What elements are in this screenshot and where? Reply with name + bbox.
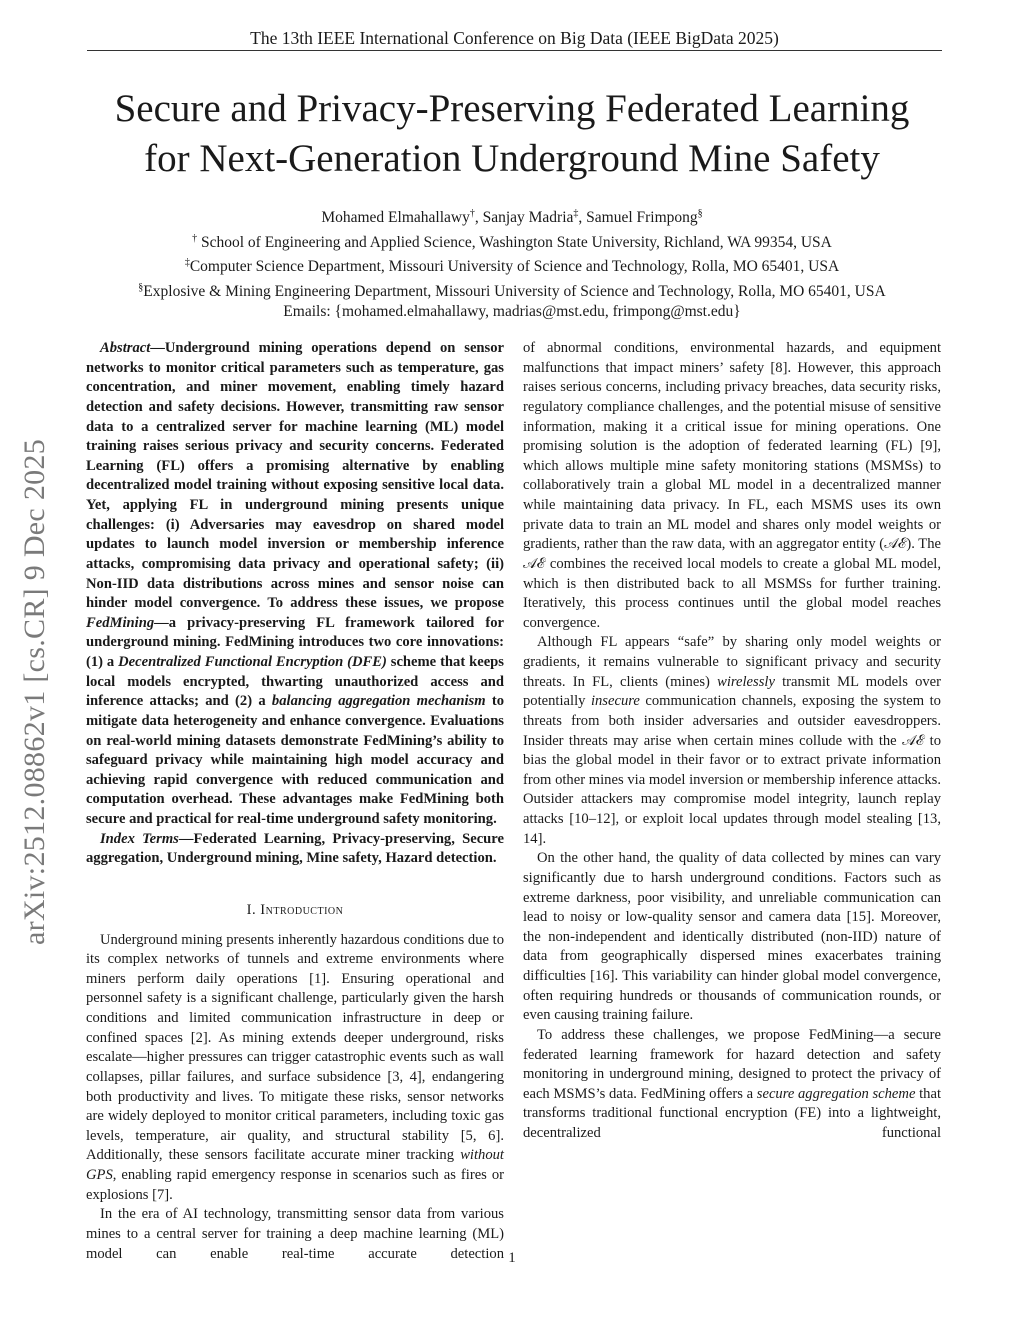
author-mark: § bbox=[697, 208, 703, 219]
author-block bbox=[40, 204, 984, 323]
author-name: Samuel Frimpong bbox=[586, 209, 698, 227]
author-name: Mohamed Elmahallawy bbox=[321, 209, 470, 227]
section-heading: I. Introduction bbox=[246, 901, 344, 918]
affiliation bbox=[40, 229, 984, 254]
text-run: To address these challenges, we propose FedMining—a secure federated learning framework for hazard detection and safety monitoring in underground mining, designed to protect the privacy of each MSMS’s data. FedMining offers a bbox=[523, 1026, 941, 1102]
author-mark: ‡ bbox=[573, 208, 579, 219]
affiliation-mark: § bbox=[138, 281, 144, 293]
italic-text: wirelessly bbox=[717, 673, 775, 690]
left-column bbox=[86, 339, 504, 1264]
body-paragraph bbox=[523, 633, 941, 849]
text-run: that transforms traditional functional encryption (FE) into a lightweight, decentralized functional bbox=[523, 1085, 941, 1141]
paper-title bbox=[40, 84, 984, 184]
text-run: —Underground mining operations depend on sensor networks to monitor critical parameters such as temperature, gas concentration, and miner movement, enabling timely hazard detection and safety decisions. However, transmitting raw sensor data to a centralized server for machine learning (ML) model training raises serious privacy and security concerns. Federated Learning (FL) offers a promising alternative by enabling decentralized model training without exposing sensitive local data. Yet, applying FL in underground mining presents unique challenges: (i) Adversaries may eavesdrop on shared model updates to launch model inversion or membership inference attacks, compromising data privacy and operational safety; (ii) Non-IID data distributions across mines and sensor noise can hinder model convergence. To address these issues, we propose bbox=[86, 340, 504, 612]
text-run: to bias the global model in their favor or to extract private information from other mines via model inversion or membership inference attacks. Outsider attackers may compromise model integrity, launch replay attacks [10–12], or exploit local updates through model stealing [13, 14]. bbox=[523, 732, 942, 847]
italic-text: Decentralized Functional Encryption (DFE) bbox=[118, 654, 387, 670]
affiliation bbox=[40, 278, 984, 303]
title-line-1: Secure and Privacy-Preserving Federated Learning bbox=[114, 87, 910, 130]
author-names: Mohamed Elmahallawy†, Sanjay Madria‡, Samuel Frimpong§ bbox=[321, 208, 703, 227]
abstract bbox=[86, 339, 504, 830]
affiliation-text: Explosive & Mining Engineering Department, Missouri University of Science and Technology, Rolla, MO 65401, USA bbox=[143, 282, 886, 300]
text-run: ). The bbox=[906, 536, 941, 553]
text-run: —a privacy-preserving FL framework tailored for underground mining. FedMining introduces two core innovations: (1) a bbox=[86, 614, 504, 670]
page-number: 1 bbox=[508, 1250, 516, 1266]
body-paragraph bbox=[86, 931, 504, 1206]
author-name: Sanjay Madria bbox=[482, 209, 574, 227]
right-column bbox=[523, 339, 941, 1144]
author-mark: † bbox=[469, 208, 475, 219]
author-emails: Emails: {mohamed.elmahallawy, madrias@mst.edu, frimpong@mst.edu} bbox=[283, 303, 741, 321]
italic-text: Index Terms bbox=[100, 830, 179, 847]
text-run: 𝒜ℰ bbox=[523, 555, 546, 572]
text-run: 𝒜ℰ bbox=[884, 536, 907, 553]
affiliation bbox=[40, 253, 984, 278]
affiliation-text: School of Engineering and Applied Science, Washington State University, Richland, WA 99354, USA bbox=[197, 233, 832, 251]
text-run: transmit ML models over potentially bbox=[523, 673, 942, 710]
italic-text: FedMining bbox=[86, 614, 155, 631]
text-run: In the era of AI technology, transmitting sensor data from various mines to a central server for training a deep machine learning (ML) model can enable real-time accurate detection bbox=[86, 1206, 504, 1262]
arxiv-stamp: arXiv:2512.08862v1 [cs.CR] 9 Dec 2025 bbox=[18, 438, 51, 945]
affiliation-text: Computer Science Department, Missouri University of Science and Technology, Rolla, MO 65401, USA bbox=[189, 258, 840, 276]
italic-text: secure aggregation scheme bbox=[756, 1085, 916, 1102]
index-terms bbox=[86, 830, 504, 869]
running-header: The 13th IEEE International Conference on Big Data (IEEE BigData 2025) bbox=[250, 28, 779, 48]
text-run: combines the received local models to create a global ML model, which is then distributed back to all MSMSs for further training. Iteratively, this process continues until the global model reaches convergence. bbox=[523, 555, 941, 631]
affiliation-mark: ‡ bbox=[184, 257, 190, 269]
text-run: to mitigate data heterogeneity and enhance convergence. Evaluations on real-world mining datasets demonstrate FedMining’s ability to safeguard privacy while maintaining high model accuracy and achieving rapid convergence with reduced communication and computation overhead. These advantages make FedMining both secure and practical for real-time underground safety monitoring. bbox=[86, 693, 504, 827]
header-rule bbox=[87, 50, 942, 51]
text-run: On the other hand, the quality of data collected by mines can vary significantly due to harsh underground conditions. Factors such as extreme darkness, poor visibility, and unreliable communication can lead to noisy or low-quality sensor and camera data [15]. Moreover, the non-independent and identically distributed (non-IID) nature of data from geographically dispersed mines exacerbates training difficulties [16]. This variability can hinder global model convergence, often requiring hundreds or thousands of communication rounds, or even causing training failure. bbox=[523, 850, 941, 1024]
body-paragraph bbox=[523, 1026, 941, 1144]
italic-text: insecure bbox=[590, 693, 640, 710]
text-run: Although FL appears “safe” by sharing only model weights or gradients, it remains vulnerable to significant privacy and security threats. In FL, clients (mines) bbox=[523, 634, 941, 690]
title-line-2: for Next-Generation Underground Mine Safety bbox=[144, 137, 880, 180]
italic-text: without GPS bbox=[86, 1147, 504, 1183]
text-run: of abnormal conditions, environmental hazards, and equipment malfunctions that impact miners’ safety [8]. However, this approach raises serious concerns, including privacy breaches, data security risks, regulatory compliance challenges, and the potential misuse of sensitive information, making it a critical issue for mining operations. One promising solution is the adoption of federated learning (FL) [9], which allows multiple mine safety monitoring stations (MSMSs) to collaboratively train a global ML model in a decentralized manner while maintaining data privacy. In FL, each MSMS uses its own private data to train an ML model and shares only model weights or gradients, rather than the raw data, with an aggregator entity ( bbox=[523, 340, 941, 553]
body-paragraph bbox=[523, 339, 941, 633]
affiliation-mark: † bbox=[192, 232, 198, 244]
italic-text: Abstract bbox=[100, 340, 151, 356]
text-run: —Federated Learning, Privacy-preserving, Secure aggregation, Underground mining, Mine safety, Hazard detection. bbox=[86, 830, 504, 867]
text-run: Underground mining presents inherently hazardous conditions due to its complex networks of tunnels and extreme environments where miners perform daily operations [1]. Ensuring operational and personnel safety is a significant challenge, particularly given the harsh conditions and limited communication infrastructure in deep or confined spaces [2]. As mining extends deeper underground, risks escalate—higher pressures can trigger catastrophic events such as wall collapses, pillar failures, and surface subsidence [3, 4], endangering both productivity and lives. To mitigate these risks, sensor networks are widely deployed to monitor critical parameters, including toxic gas levels, temperature, air quality, and structural stability [5, 6]. Additionally, these sensors facilitate accurate miner tracking bbox=[86, 931, 504, 1164]
text-run: communication channels, exposing the system to threats from both insider adversaries and outsider eavesdroppers. Insider threats may arise when certain mines collude with the bbox=[523, 693, 941, 749]
italic-text: balancing aggregation mechanism bbox=[271, 693, 486, 710]
text-run: scheme that keeps local models encrypted, thwarting unauthorized access and inference attacks; and (2) a bbox=[86, 654, 504, 710]
text-run: , enabling rapid emergency response in scenarios such as fires or explosions [7]. bbox=[86, 1167, 504, 1203]
body-paragraph bbox=[523, 849, 941, 1026]
text-run: 𝒜ℰ bbox=[902, 732, 925, 749]
